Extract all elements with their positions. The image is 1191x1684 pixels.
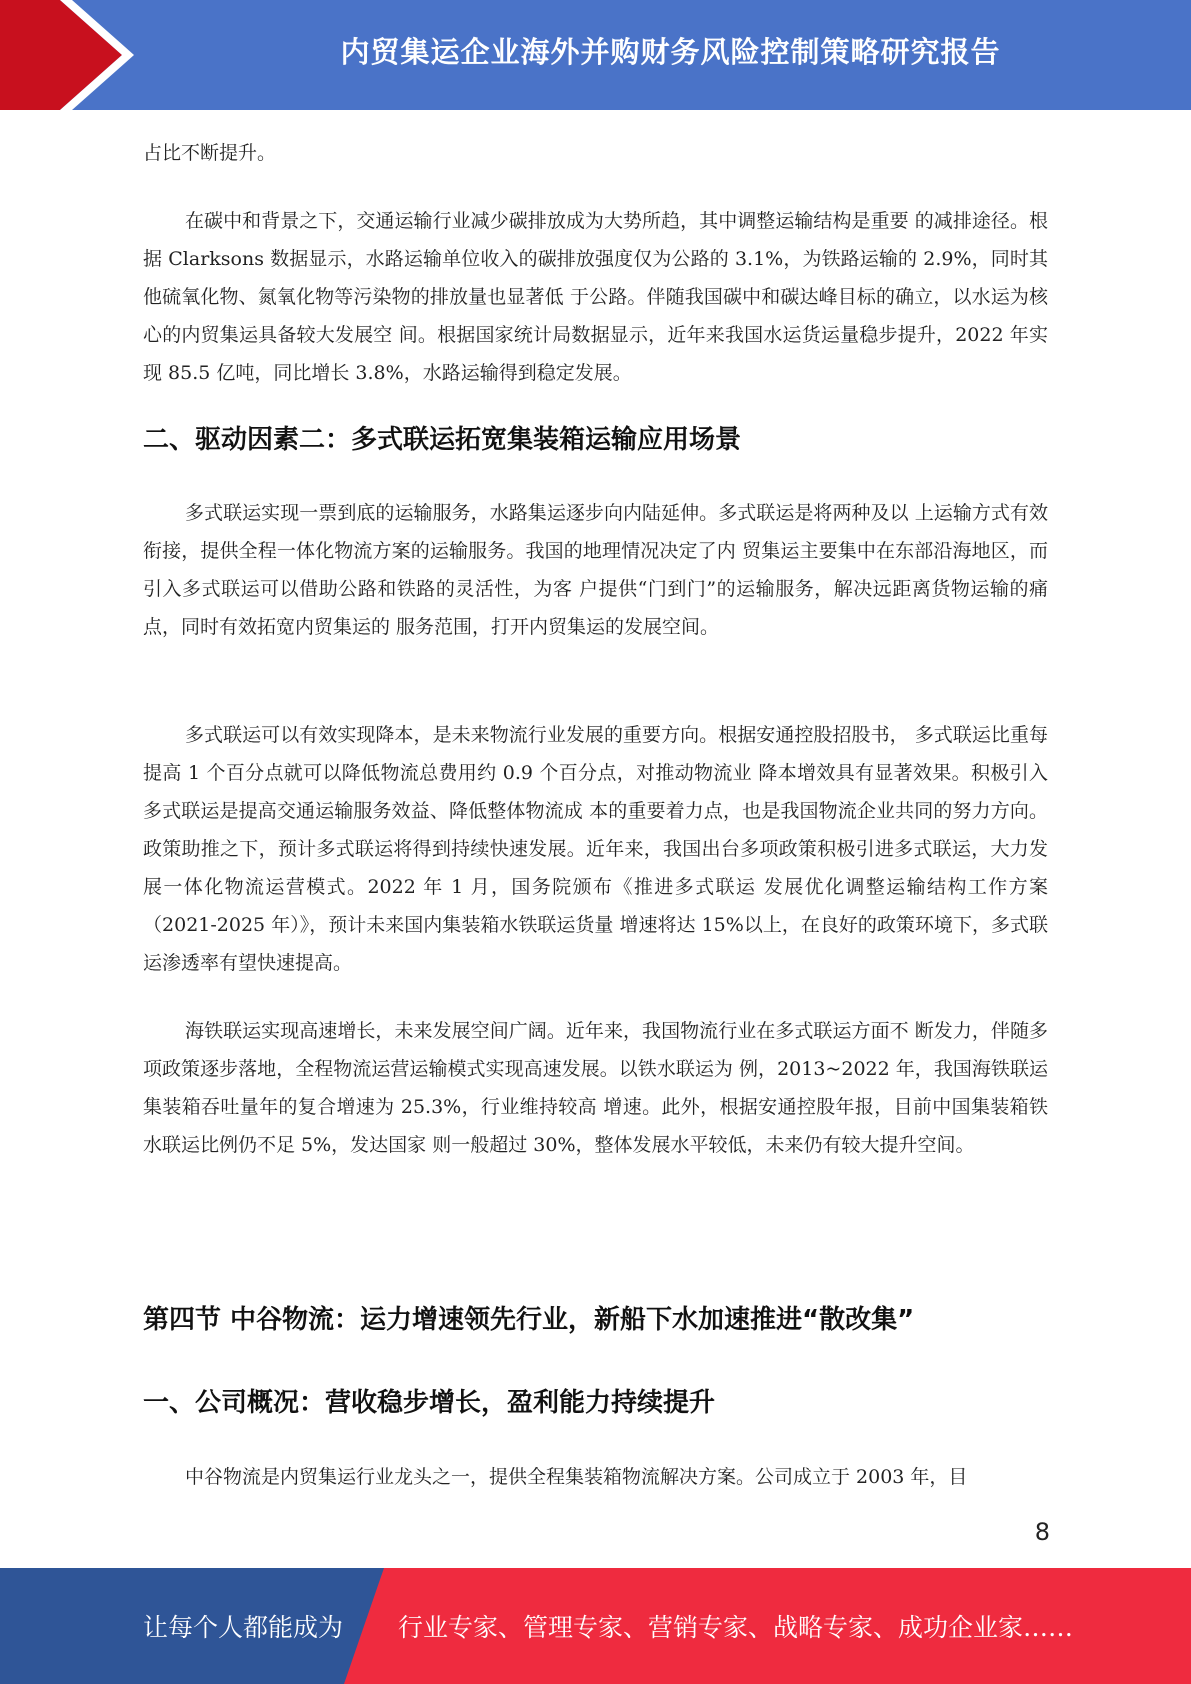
paragraph-company-intro: 中谷物流是内贸集运行业龙头之一，提供全程集装箱物流解决方案。公司成立于 2003 年，目 xyxy=(185,1466,968,1488)
footer-slogan-left: 让每个人都能成为 xyxy=(143,1613,344,1642)
report-title: 内贸集运企业海外并购财务风险控制策略研究报告 xyxy=(340,34,1001,69)
heading-driver-two: 二、驱动因素二：多式联运拓宽集装箱运输应用场景 xyxy=(143,425,742,455)
paragraph-multimodal-service: 多式联运实现一票到底的运输服务，水路集运逐步向内陆延伸。多式联运是将两种及以 上运输方式有效衔接，提供全程一体化物流方案的运输服务。我国的地理情况决定了内 贸集运主要集中在东部沿海地区，而引入多式联运可以借助公路和铁路的灵活性，为客 户提供“门到门”的运输服务，解决远距离货物运输的痛点，同时有效拓宽内贸集运的 服务范围，打开内贸集运的发展空间。 xyxy=(143,502,1048,638)
paragraph-multimodal-cost: 多式联运可以有效实现降本，是未来物流行业发展的重要方向。根据安通控股招股书， 多式联运比重每提高 1 个百分点就可以降低物流总费用约 0.9 个百分点，对推动物流业 降本增效具有显著效果。积极引入多式联运是提高交通运输服务效益、降低整体物流成 本的重要着力点，也是我国物流企业共同的努力方向。 政策助推之下，预计多式联运将得到持续快速发展。近年来，我国出台多项政策积极引进多式联运，大力发展一体化物流运营模式。2022 年 1 月，国务院颁布《推进多式联运 发展优化调整运输结构工作方案（2021-2025 年）》，预计未来国内集装箱水铁联运货量 增速将达 15%以上，在良好的政策环境下，多式联运渗透率有望快速提高。 xyxy=(143,724,1048,974)
page-footer xyxy=(0,1568,1191,1684)
page-number: 8 xyxy=(1034,1518,1050,1546)
heading-section-four: 第四节 中谷物流：运力增速领先行业，新船下水加速推进“散改集” xyxy=(143,1305,915,1335)
footer-slogan-right: 行业专家、管理专家、营销专家、战略专家、成功企业家…… xyxy=(398,1613,1074,1642)
paragraph-sea-rail: 海铁联运实现高速增长，未来发展空间广阔。近年来，我国物流行业在多式联运方面不 断发力，伴随多项政策逐步落地，全程物流运营运输模式实现高速发展。以铁水联运为 例，2013~2022 年，我国海铁联运集装箱吞吐量年的复合增速为 25.3%，行业维持较高 增速。此外，根据安通控股年报，目前中国集装箱铁水联运比例仍不足 5%，发达国家 则一般超过 30%，整体发展水平较低，未来仍有较大提升空间。 xyxy=(143,1020,1048,1156)
paragraph-carbon-neutral: 在碳中和背景之下，交通运输行业减少碳排放成为大势所趋，其中调整运输结构是重要 的减排途径。根据 Clarksons 数据显示，水路运输单位收入的碳排放强度仅为公路的 3.1%，为铁路运输的 2.9%，同时其他硫氧化物、氮氧化物等污染物的排放量也显著低 于公路。伴随我国碳中和碳达峰目标的确立，以水运为核心的内贸集运具备较大发展空 间。根据国家统计局数据显示，近年来我国水运货运量稳步提升，2022 年实现 85.5 亿吨，同比增长 3.8%，水路运输得到稳定发展。 xyxy=(143,210,1048,384)
heading-company-overview: 一、公司概况：营收稳步增长，盈利能力持续提升 xyxy=(143,1388,716,1418)
page-header xyxy=(0,0,1191,110)
red-chevron-icon xyxy=(0,0,150,110)
paragraph-continuation: 占比不断提升。 xyxy=(143,142,277,164)
